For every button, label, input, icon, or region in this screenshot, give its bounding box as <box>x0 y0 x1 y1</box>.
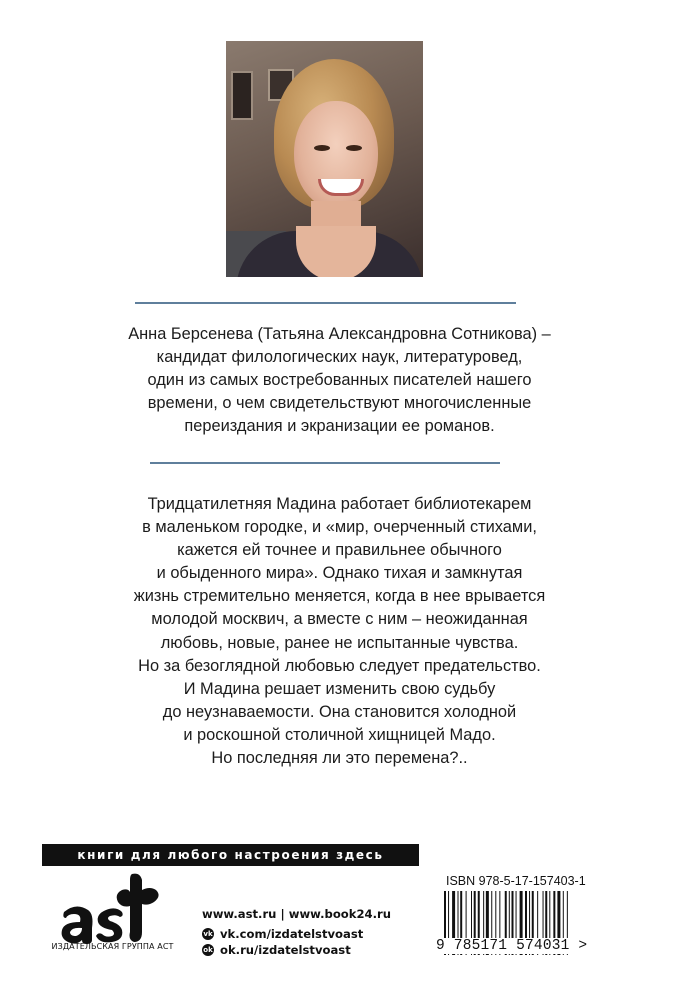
vk-icon: vk <box>203 930 213 938</box>
chest <box>296 226 376 277</box>
ok-icon: ok <box>203 946 213 954</box>
divider-rule <box>150 462 500 464</box>
author-bio <box>60 323 619 438</box>
annotation-line: в маленьком городке, и «мир, очерченный стихами, <box>142 518 537 537</box>
author-bio-line: времени, о чем свидетельствуют многочисленные <box>147 394 532 413</box>
vk-link-text: vk.com/izdatelstvoast <box>220 927 364 941</box>
author-bio-line: кандидат филологических наук, литературовед, <box>156 348 523 367</box>
annotation-line: и обыденного мира». Однако тихая и замкнутая <box>156 564 523 583</box>
eye <box>346 145 362 151</box>
background-frame <box>231 71 253 120</box>
eye <box>314 145 330 151</box>
annotation-line: Но за безоглядной любовью следует предательство. <box>138 656 541 675</box>
ok-link[interactable] <box>202 943 351 957</box>
annotation-line: кажется ей точнее и правильнее обычного <box>177 541 502 560</box>
isbn-label: ISBN 978-5-17-157403-1 <box>446 874 586 888</box>
annotation-line: И Мадина решает изменить свою судьбу <box>183 679 496 698</box>
ok-link-text: ok.ru/izdatelstvoast <box>220 943 351 957</box>
ast-logo <box>58 872 168 950</box>
annotation-line: Но последняя ли это перемена?.. <box>211 749 468 768</box>
annotation-line: Тридцатилетняя Мадина работает библиотекарем <box>147 495 532 513</box>
author-bio-line: один из самых востребованных писателей нашего <box>147 371 532 390</box>
author-bio-line: переиздания и экранизации ее романов. <box>184 417 495 436</box>
annotation-line: и роскошной столичной хищницей Мадо. <box>183 725 496 744</box>
tagline-banner: книги для любого настроения здесь <box>42 844 419 866</box>
author-bio-line: Анна Берсенева (Татьяна Александровна Сотникова) – <box>128 325 551 343</box>
annotation-line: любовь, новые, ранее не испытанные чувства. <box>160 633 519 652</box>
publisher-caption: ИЗДАТЕЛЬСКАЯ ГРУППА АСТ <box>51 942 174 951</box>
annotation-line: молодой москвич, а вместе с ним – неожиданная <box>151 610 528 629</box>
annotation-line: жизнь стремительно меняется, когда в нее врывается <box>133 587 546 606</box>
annotation-line: до неузнаваемости. Она становится холодной <box>162 702 517 721</box>
barcode-digits: 9 785171 574031 > <box>434 938 626 954</box>
author-photo <box>226 41 423 277</box>
publisher-websites[interactable]: www.ast.ru | www.book24.ru <box>202 907 391 921</box>
vk-link[interactable] <box>202 927 363 941</box>
book-annotation <box>60 493 619 770</box>
divider-rule <box>135 302 516 304</box>
